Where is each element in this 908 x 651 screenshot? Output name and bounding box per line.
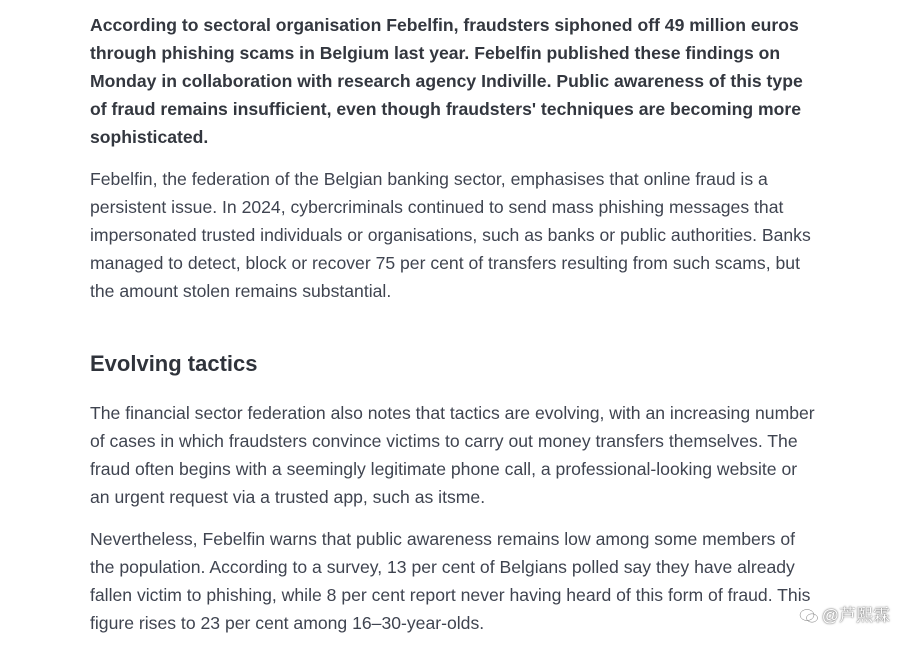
- watermark: [797, 603, 892, 629]
- section-heading: Evolving tactics: [90, 351, 258, 376]
- article-paragraph: Nevertheless, Febelfin warns that public awareness remains low among some members of the population. According to a survey, 13 per cent of Belgians polled say they have already fallen victim to phishing, while 8 per cent report never having heard of this form of fraud. This figure rises to 23 per cent among 16–30-year-olds.: [90, 529, 811, 633]
- chat-bubble-icon: [799, 607, 819, 625]
- article-paragraph: Febelfin, the federation of the Belgian banking sector, emphasises that online fraud is a persistent issue. In 2024, cybercriminals continued to send mass phishing messages that impersonated trusted individuals or organisations, such as banks or public authorities. Banks managed to detect, block or recover 75 per cent of transfers resulting from such scams, but the amount stolen remains substantial.: [90, 169, 811, 301]
- article-paragraph: The financial sector federation also notes that tactics are evolving, with an increasing number of cases in which fraudsters convince victims to carry out money transfers themselves. The fraud often begins with a seemingly legitimate phone call, a professional-looking website or an urgent request via a trusted app, such as itsme.: [90, 403, 815, 507]
- article-lead: According to sectoral organisation Febelfin, fraudsters siphoned off 49 million euros through phishing scams in Belgium last year. Febelfin published these findings on Monday in collaboration with research agency Indiville. Public awareness of this type of fraud remains insufficient, even though fraudsters' techniques are becoming more sophisticated.: [90, 15, 803, 147]
- watermark-text: @芦熙霖: [821, 606, 890, 625]
- article-body: [90, 11, 820, 651]
